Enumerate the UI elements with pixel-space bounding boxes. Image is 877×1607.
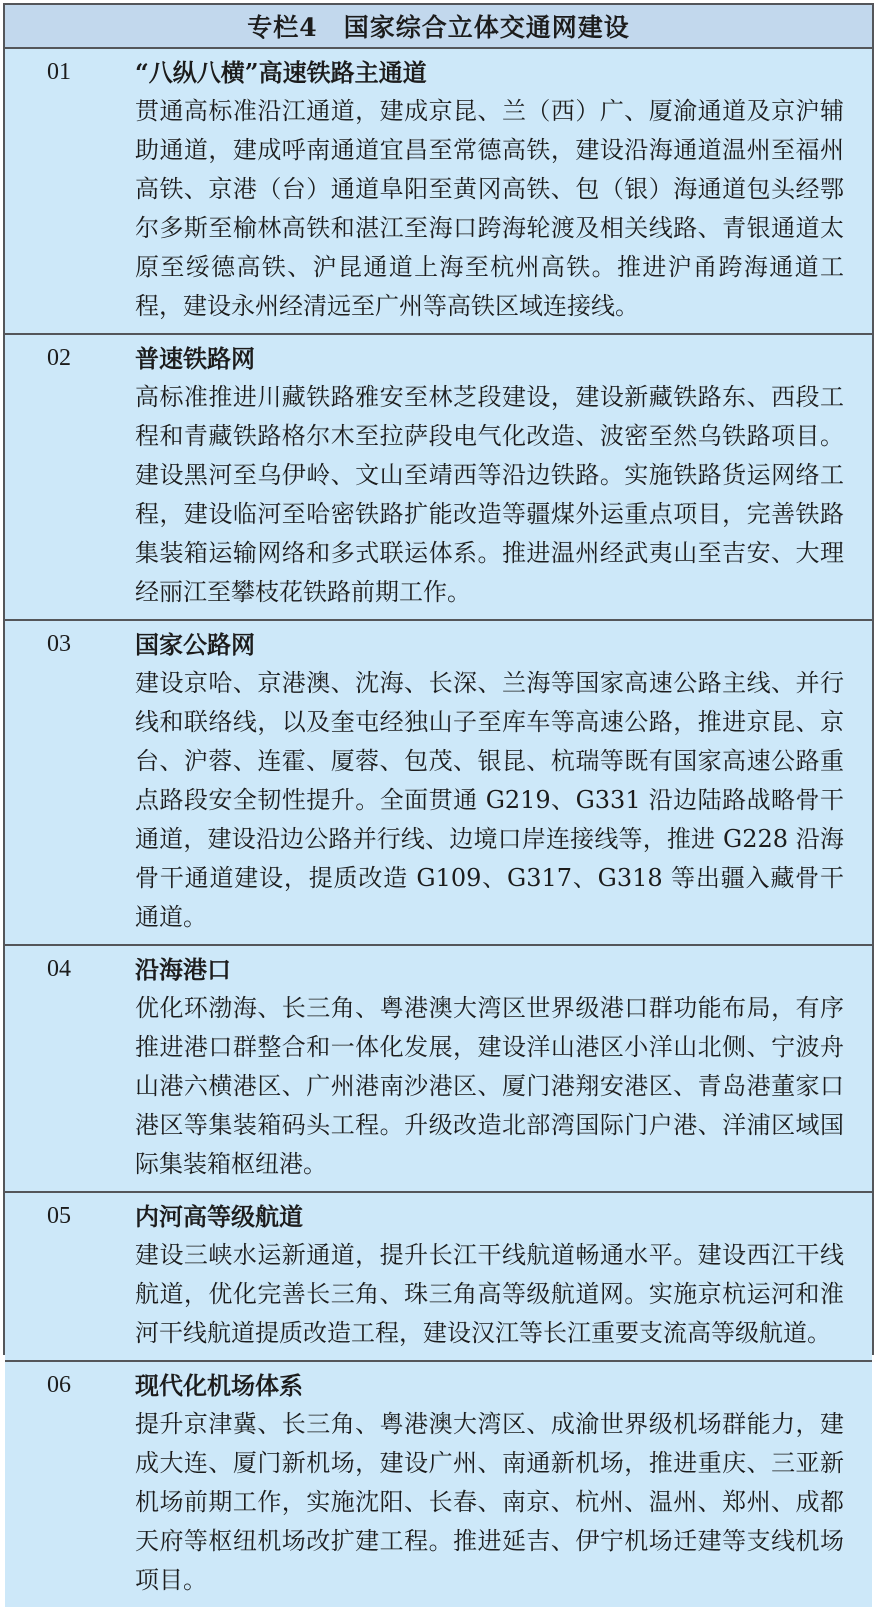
column-4-panel [3, 3, 874, 1594]
section-heading: 内河高等级航道 [135, 1202, 303, 1231]
section-heading: 国家公路网 [135, 630, 255, 659]
section-number: 03 [47, 631, 71, 657]
section-number: 05 [47, 1203, 71, 1229]
section-content [135, 625, 872, 937]
section-body: 优化环渤海、长三角、粤港澳大湾区世界级港口群功能布局，有序推进港口群整合和一体化发展，建设洋山港区小洋山北侧、宁波舟山港六横港区、广州港南沙港区、厦门港翔安港区、青岛港董家口港区等集装箱码头工程。升级改造北部湾国际门户港、洋浦区域国际集装箱枢纽港。 [135, 994, 844, 1178]
section-02-conventional-rail [5, 333, 872, 619]
section-03-national-highways [5, 619, 872, 944]
section-04-coastal-ports [5, 944, 872, 1191]
section-content [135, 339, 872, 612]
section-body: 高标准推进川藏铁路雅安至林芝段建设，建设新藏铁路东、西段工程和青藏铁路格尔木至拉萨段电气化改造、波密至然乌铁路项目。建设黑河至乌伊岭、文山至靖西等沿边铁路。实施铁路货运网络工程，建设临河至哈密铁路扩能改造等疆煤外运重点项目，完善铁路集装箱运输网络和多式联运体系。推进温州经武夷山至吉安、大理经丽江至攀枝花铁路前期工作。 [135, 383, 844, 606]
section-number: 06 [47, 1372, 71, 1398]
section-heading: 普速铁路网 [135, 344, 255, 373]
section-heading: 沿海港口 [135, 955, 231, 984]
section-content [135, 950, 872, 1184]
section-body: 贯通高标准沿江通道，建成京昆、兰（西）广、厦渝通道及京沪辅助通道，建成呼南通道宜昌至常德高铁，建设沿海通道温州至福州高铁、京港（台）通道阜阳至黄冈高铁、包（银）海通道包头经鄂尔多斯至榆林高铁和湛江至海口跨海轮渡及相关线路、青银通道太原至绥德高铁、沪昆通道上海至杭州高铁。推进沪甬跨海通道工程，建设永州经清远至广州等高铁区域连接线。 [135, 97, 844, 320]
section-05-inland-waterways [5, 1191, 872, 1360]
section-content [135, 1366, 872, 1600]
section-number: 02 [47, 345, 71, 371]
section-number: 04 [47, 956, 71, 982]
section-body: 建设三峡水运新通道，提升长江干线航道畅通水平。建设西江干线航道，优化完善长三角、珠三角高等级航道网。实施京杭运河和淮河干线航道提质改造工程，建设汉江等长江重要支流高等级航道。 [135, 1241, 844, 1347]
section-heading: 现代化机场体系 [135, 1371, 303, 1400]
section-content [135, 1197, 872, 1353]
section-06-airport-system [5, 1360, 872, 1607]
section-body: 建设京哈、京港澳、沈海、长深、兰海等国家高速公路主线、并行线和联络线，以及奎屯经独山子至库车等高速公路，推进京昆、京台、沪蓉、连霍、厦蓉、包茂、银昆、杭瑞等既有国家高速公路重点路段安全韧性提升。全面贯通 G219、G331 沿边陆路战略骨干通道，建设沿边公路并行线、边境口岸连接线等，推进 G228 沿海骨干通道建设，提质改造 G109、G317、G318 等出疆入藏骨干通道。 [135, 669, 844, 931]
panel-title: 专栏4 国家综合立体交通网建设 [5, 5, 872, 49]
section-content [135, 53, 872, 326]
section-heading: “八纵八横”高速铁路主通道 [135, 58, 427, 87]
section-body: 提升京津冀、长三角、粤港澳大湾区、成渝世界级机场群能力，建成大连、厦门新机场，建设广州、南通新机场，推进重庆、三亚新机场前期工作，实施沈阳、长春、南京、杭州、温州、郑州、成都天府等枢纽机场改扩建工程。推进延吉、伊宁机场迁建等支线机场项目。 [135, 1410, 844, 1594]
section-number: 01 [47, 59, 71, 85]
section-01-hsr-main-corridors [5, 49, 872, 333]
